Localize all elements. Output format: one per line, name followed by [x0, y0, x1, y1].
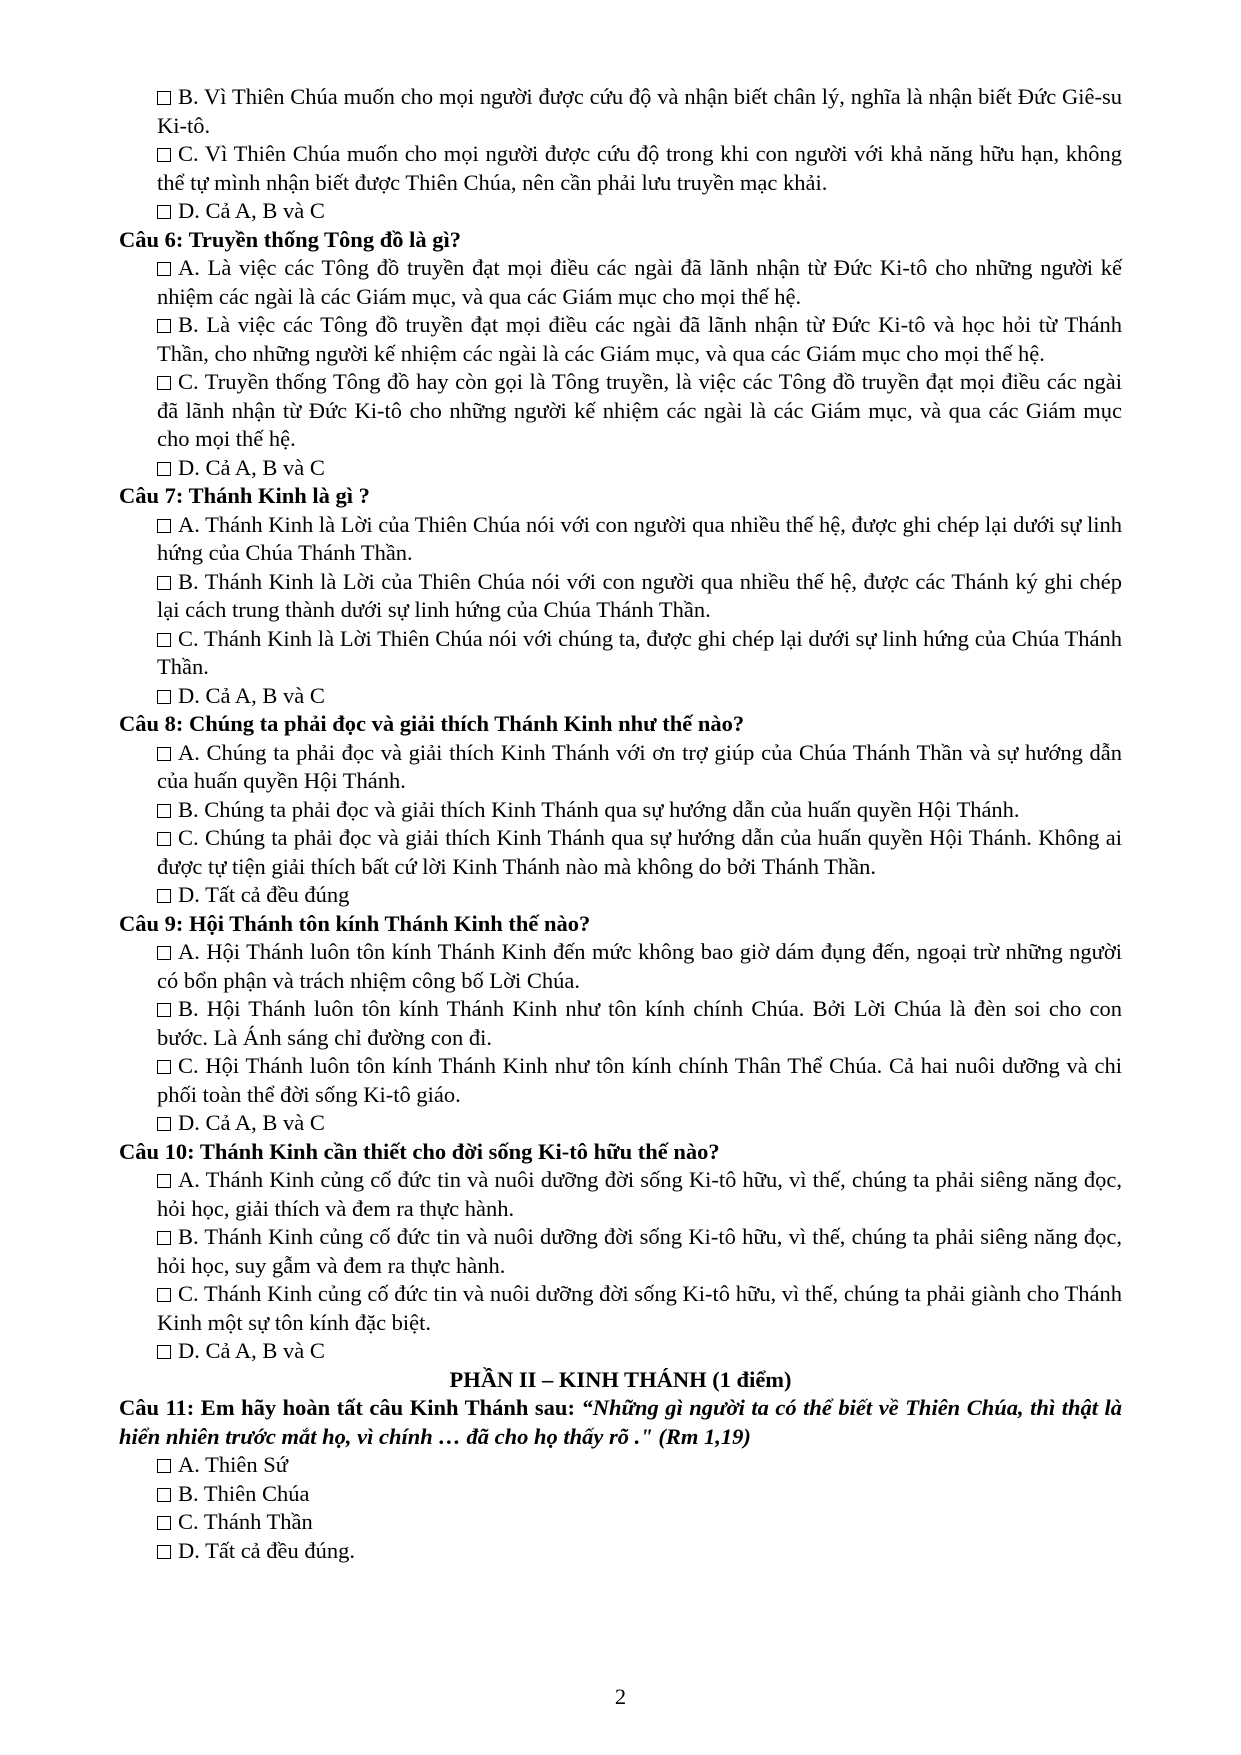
option-text: D. Tất cả đều đúng.: [178, 1537, 356, 1563]
option-text: D. Cả A, B và C: [178, 1110, 325, 1135]
option-text: C. Thánh Kinh củng cố đức tin và nuôi dưỡng đời sống Ki-tô hữu, vì thế, chúng ta phải giành cho Thánh Kinh một sự tôn kính đặc biệt.: [157, 1281, 1122, 1335]
option-text: D. Cả A, B và C: [178, 198, 325, 223]
option-row[interactable]: [119, 1109, 1122, 1138]
checkbox-icon[interactable]: [157, 1003, 171, 1017]
question-prompt: Câu 11: Em hãy hoàn tất câu Kinh Thánh sau:: [119, 1395, 582, 1420]
option-row[interactable]: [119, 682, 1122, 711]
option-text: B. Vì Thiên Chúa muốn cho mọi người được cứu độ và nhận biết chân lý, nghĩa là nhận biết Đức Giê-su Ki-tô.: [157, 84, 1122, 138]
question-9: [119, 910, 1122, 1138]
option-text: C. Hội Thánh luôn tôn kính Thánh Kinh như tôn kính chính Thân Thể Chúa. Cả hai nuôi dưỡng và chi phối toàn thể đời sống Ki-tô giáo.: [157, 1053, 1122, 1107]
option-row[interactable]: [119, 197, 1122, 226]
option-row[interactable]: [119, 1537, 1122, 1566]
checkbox-icon[interactable]: [157, 148, 171, 162]
checkbox-icon[interactable]: [157, 262, 171, 276]
checkbox-icon[interactable]: [157, 1345, 171, 1359]
checkbox-icon[interactable]: [157, 1231, 171, 1245]
checkbox-icon[interactable]: [157, 1488, 171, 1502]
option-row[interactable]: [119, 311, 1122, 368]
option-row[interactable]: [119, 83, 1122, 140]
question-title: Câu 9: Hội Thánh tôn kính Thánh Kinh thế nào?: [119, 910, 591, 936]
option-text: A. Thánh Kinh củng cố đức tin và nuôi dưỡng đời sống Ki-tô hữu, vì thế, chúng ta phải siêng năng đọc, hỏi học, giải thích và đem ra thực hành.: [157, 1167, 1122, 1221]
checkbox-icon[interactable]: [157, 376, 171, 390]
option-row[interactable]: [119, 824, 1122, 881]
option-text: B. Là việc các Tông đồ truyền đạt mọi điều các ngài đã lãnh nhận từ Đức Ki-tô và học hỏi từ Thánh Thần, cho những người kế nhiệm các ngài là các Giám mục, và qua các Giám mục cho mọi thế hệ.: [157, 312, 1122, 366]
option-row[interactable]: [119, 254, 1122, 311]
question-7: [119, 482, 1122, 710]
checkbox-icon[interactable]: [157, 832, 171, 846]
question-11: [119, 1394, 1122, 1565]
option-text: B. Thánh Kinh là Lời của Thiên Chúa nói với con người qua nhiều thế hệ, được các Thánh ký ghi chép lại cách trung thành dưới sự linh hứng của Chúa Thánh Thần.: [157, 568, 1122, 622]
section-title: PHẦN II – KINH THÁNH (1 điểm): [449, 1366, 792, 1392]
option-row[interactable]: [119, 454, 1122, 483]
option-text: A. Thánh Kinh là Lời của Thiên Chúa nói với con người qua nhiều thế hệ, được ghi chép lại dưới sự linh hứng của Chúa Thánh Thần.: [157, 511, 1122, 565]
option-row[interactable]: [119, 568, 1122, 625]
checkbox-icon[interactable]: [157, 1288, 171, 1302]
checkbox-icon[interactable]: [157, 804, 171, 818]
question-title: Câu 7: Thánh Kinh là gì ?: [119, 483, 370, 508]
checkbox-icon[interactable]: [157, 633, 171, 647]
option-text: B. Hội Thánh luôn tôn kính Thánh Kinh như tôn kính chính Chúa. Bởi Lời Chúa là đèn soi cho con bước. Là Ánh sáng chỉ đường con đi.: [157, 996, 1122, 1050]
option-row[interactable]: [119, 1480, 1122, 1509]
question-8: [119, 710, 1122, 910]
lead-options: [119, 83, 1122, 226]
checkbox-icon[interactable]: [157, 576, 171, 590]
option-text: A. Thiên Sứ: [178, 1452, 288, 1477]
question-title: Câu 6: Truyền thống Tông đồ là gì?: [119, 226, 461, 252]
checkbox-icon[interactable]: [157, 319, 171, 333]
checkbox-icon[interactable]: [157, 747, 171, 761]
option-row[interactable]: [119, 1337, 1122, 1366]
page-number: 2: [614, 1684, 627, 1709]
option-row[interactable]: [119, 368, 1122, 454]
option-text: D. Tất cả đều đúng: [178, 882, 350, 907]
option-row[interactable]: [119, 881, 1122, 910]
checkbox-icon[interactable]: [157, 519, 171, 533]
checkbox-icon[interactable]: [157, 1117, 171, 1131]
option-text: C. Truyền thống Tông đồ hay còn gọi là Tông truyền, là việc các Tông đồ truyền đạt mọi điều các ngài đã lãnh nhận từ Đức Ki-tô cho những người kế nhiệm các ngài là các Giám mục, và qua các Giám mục cho mọi thế hệ.: [157, 369, 1122, 451]
checkbox-icon[interactable]: [157, 1060, 171, 1074]
option-row[interactable]: [119, 796, 1122, 825]
option-text: C. Vì Thiên Chúa muốn cho mọi người được cứu độ trong khi con người với khả năng hữu hạn, không thể tự mình nhận biết được Thiên Chúa, nên cần phải lưu truyền mạc khải.: [157, 141, 1122, 195]
option-row[interactable]: [119, 739, 1122, 796]
option-text: A. Là việc các Tông đồ truyền đạt mọi điều các ngài đã lãnh nhận từ Đức Ki-tô cho những người kế nhiệm các ngài là các Giám mục, và qua các Giám mục cho mọi thế hệ.: [157, 255, 1122, 309]
option-row[interactable]: [119, 140, 1122, 197]
scripture-quote: “Những gì người ta có thể biết về Thiên Chúa, thì thật là hiển nhiên trước mắt họ, vì chính … đã cho họ thấy rõ ." (Rm 1,19): [119, 1395, 1122, 1449]
question-title: Câu 8: Chúng ta phải đọc và giải thích Thánh Kinh như thế nào?: [119, 711, 745, 736]
option-row[interactable]: [119, 511, 1122, 568]
question-10: [119, 1138, 1122, 1366]
option-row[interactable]: [119, 1280, 1122, 1337]
checkbox-icon[interactable]: [157, 1459, 171, 1473]
option-text: C. Chúng ta phải đọc và giải thích Kinh Thánh qua sự hướng dẫn của huấn quyền Hội Thánh. Không ai được tự tiện giải thích bất cứ lời Kinh Thánh nào mà không do bởi Thánh Thần.: [157, 825, 1122, 879]
option-text: C. Thánh Kinh là Lời Thiên Chúa nói với chúng ta, được ghi chép lại dưới sự linh hứng của Chúa Thánh Thần.: [157, 625, 1122, 679]
checkbox-icon[interactable]: [157, 205, 171, 219]
question-6: [119, 226, 1122, 483]
checkbox-icon[interactable]: [157, 1174, 171, 1188]
checkbox-icon[interactable]: [157, 1545, 171, 1559]
option-text: D. Cả A, B và C: [178, 682, 325, 708]
checkbox-icon[interactable]: [157, 946, 171, 960]
checkbox-icon[interactable]: [157, 1516, 171, 1530]
option-row[interactable]: [119, 1451, 1122, 1480]
option-row[interactable]: [119, 1166, 1122, 1223]
option-text: B. Thiên Chúa: [178, 1480, 310, 1506]
option-row[interactable]: [119, 1052, 1122, 1109]
question-title: [119, 1394, 1122, 1451]
option-row[interactable]: [119, 1223, 1122, 1280]
option-text: B. Thánh Kinh củng cố đức tin và nuôi dưỡng đời sống Ki-tô hữu, vì thế, chúng ta phải siêng năng đọc, hỏi học, suy gẫm và đem ra thực hành.: [157, 1224, 1122, 1278]
option-row[interactable]: [119, 625, 1122, 682]
option-text: A. Chúng ta phải đọc và giải thích Kinh Thánh với ơn trợ giúp của Chúa Thánh Thần và sự hướng dẫn của huấn quyền Hội Thánh.: [157, 739, 1122, 793]
question-title: Câu 10: Thánh Kinh cần thiết cho đời sống Ki-tô hữu thế nào?: [119, 1138, 720, 1164]
checkbox-icon[interactable]: [157, 91, 171, 105]
option-text: B. Chúng ta phải đọc và giải thích Kinh Thánh qua sự hướng dẫn của huấn quyền Hội Thánh.: [178, 796, 1020, 822]
checkbox-icon[interactable]: [157, 889, 171, 903]
checkbox-icon[interactable]: [157, 690, 171, 704]
option-text: D. Cả A, B và C: [178, 1338, 325, 1363]
option-text: D. Cả A, B và C: [178, 454, 325, 480]
option-text: A. Hội Thánh luôn tôn kính Thánh Kinh đến mức không bao giờ dám đụng đến, ngoại trừ những người có bổn phận và trách nhiệm công bố Lời Chúa.: [157, 939, 1122, 993]
checkbox-icon[interactable]: [157, 462, 171, 476]
option-row[interactable]: [119, 1508, 1122, 1537]
option-text: C. Thánh Thần: [178, 1509, 313, 1534]
option-row[interactable]: [119, 995, 1122, 1052]
option-row[interactable]: [119, 938, 1122, 995]
